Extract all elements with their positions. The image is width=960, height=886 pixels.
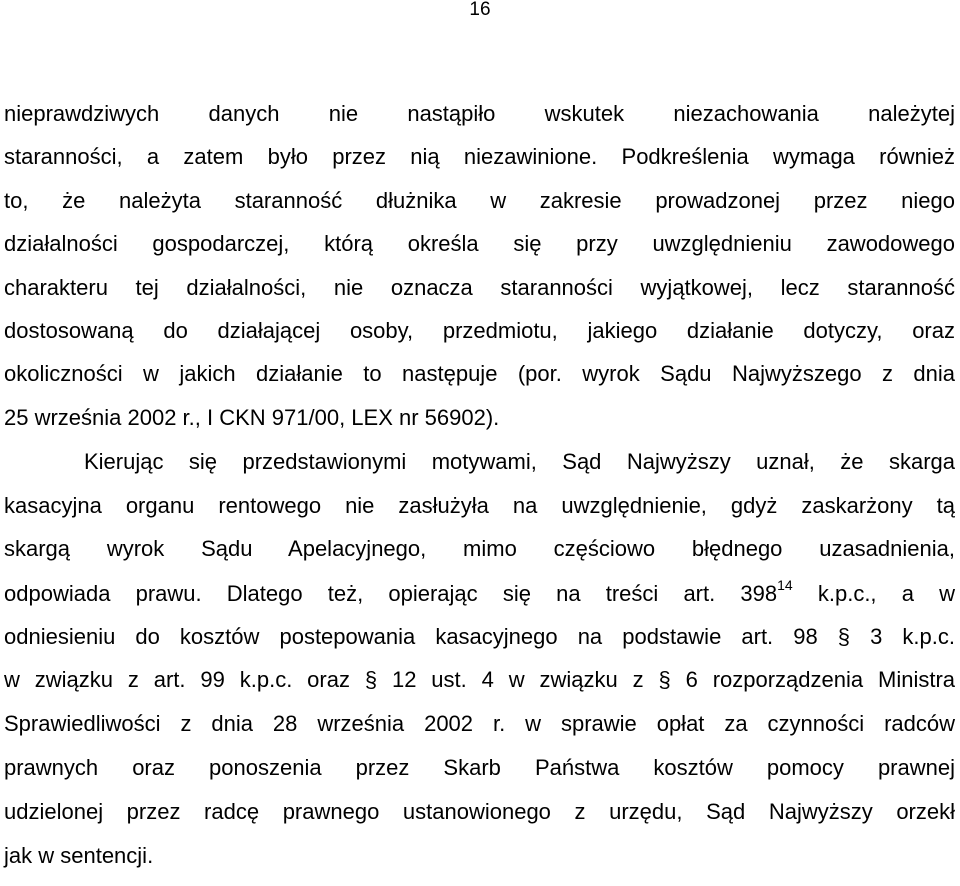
- text-line: staranności, a zatem było przez nią niezawinione. Podkreślenia wymaga również: [4, 144, 955, 169]
- text-line: jak w sentencji.: [4, 843, 154, 868]
- text-segment: k.p.c., a w: [817, 581, 955, 606]
- text-line: charakteru tej działalności, nie oznacza staranności wyjątkowej, lecz staranność: [4, 275, 955, 300]
- text-line: 25 września 2002 r., I CKN 971/00, LEX nr 56902).: [4, 405, 500, 430]
- text-line: Kierując się przedstawionymi motywami, Sąd Najwyższy uznał, że skarga: [84, 449, 955, 474]
- text-line: kasacyjna organu rentowego nie zasłużyła na uwzględnienie, gdyż zaskarżony tą: [4, 493, 955, 518]
- text-line: odniesieniu do kosztów postepowania kasacyjnego na podstawie art. 98 § 3 k.p.c.: [4, 624, 955, 649]
- text-line: działalności gospodarczej, którą określa się przy uwzględnieniu zawodowego: [4, 231, 955, 256]
- text-line: udzielonej przez radcę prawnego ustanowionego z urzędu, Sąd Najwyższy orzekł: [4, 799, 955, 824]
- text-line: prawnych oraz ponoszenia przez Skarb Państwa kosztów pomocy prawnej: [4, 755, 955, 780]
- text-line: w związku z art. 99 k.p.c. oraz § 12 ust. 4 w związku z § 6 rozporządzenia Ministra: [4, 667, 955, 692]
- text-line-with-superscript: [4, 578, 955, 610]
- text-segment: odpowiada prawu. Dlatego też, opierając się na treści art. 398: [4, 581, 778, 606]
- article-superscript: 14: [777, 576, 793, 593]
- text-line: dostosowaną do działającej osoby, przedmiotu, jakiego działanie dotyczy, oraz: [4, 318, 955, 343]
- text-line: okoliczności w jakich działanie to następuje (por. wyrok Sądu Najwyższego z dnia: [4, 361, 955, 386]
- text-line: to, że należyta staranność dłużnika w zakresie prowadzonej przez niego: [4, 188, 955, 213]
- text-line: Sprawiedliwości z dnia 28 września 2002 r. w sprawie opłat za czynności radców: [4, 711, 955, 736]
- text-line: skargą wyrok Sądu Apelacyjnego, mimo częściowo błędnego uzasadnienia,: [4, 536, 955, 561]
- text-line: nieprawdziwych danych nie nastąpiło wskutek niezachowania należytej: [4, 101, 955, 126]
- page-number: 16: [469, 0, 491, 20]
